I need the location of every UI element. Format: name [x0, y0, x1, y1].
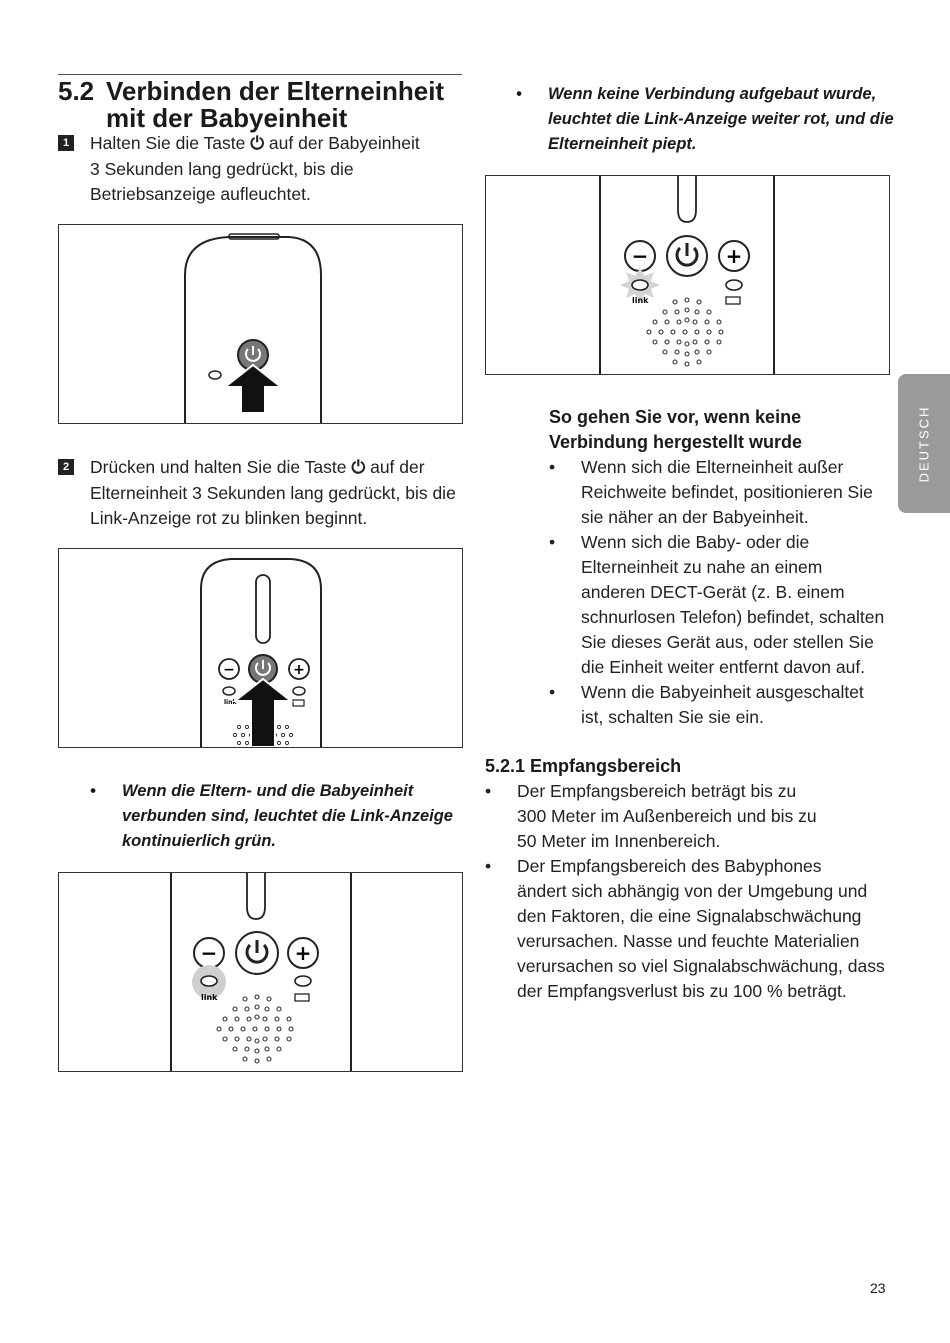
speaker-grille-icon	[217, 995, 293, 1063]
range-line: 300 Meter im Außenbereich und bis zu	[517, 806, 817, 826]
troubleshoot-line: Sie dieses Gerät aus, oder stellen Sie	[581, 632, 874, 652]
troubleshoot-line: die Einheit weiter entfernt davon auf.	[581, 657, 866, 677]
section-title-line2: mit der Babyeinheit	[106, 103, 348, 133]
troubleshoot-line: schnurlosen Telefon) befindet, schalten	[581, 607, 885, 627]
battery-icon	[726, 297, 740, 304]
section-rule	[58, 74, 462, 75]
step-1-line2: 3 Sekunden lang gedrückt, bis die	[90, 159, 354, 179]
link-led-icon	[223, 687, 235, 695]
range-line: ändert sich abhängig von der Umgebung und	[517, 881, 868, 901]
troubleshoot-line: sie näher an der Babyeinheit.	[581, 507, 809, 527]
range-line: 50 Meter im Innenbereich.	[517, 831, 721, 851]
troubleshoot-heading	[549, 405, 889, 455]
svg-text:link: link	[632, 296, 649, 305]
troubleshoot-line: anderen DECT-Gerät (z. B. einem	[581, 582, 845, 602]
battery-icon	[293, 700, 304, 706]
svg-text:+: +	[293, 662, 305, 678]
note-connected-line: kontinuierlich grün.	[122, 832, 277, 850]
note-connected-line: verbunden sind, leuchtet die Link-Anzeige	[122, 807, 453, 825]
bullet: •	[516, 85, 522, 103]
status-led-icon	[209, 371, 221, 379]
step-1-line1-post: auf der Babyeinheit	[264, 133, 420, 153]
press-arrow-icon	[225, 365, 281, 413]
section-title-line1: Verbinden der Elterneinheit	[106, 76, 445, 106]
step-1-line3: Betriebsanzeige aufleuchtet.	[90, 184, 311, 204]
figure-link-red	[485, 175, 890, 375]
language-tab	[898, 374, 950, 513]
troubleshoot-line: Elterneinheit zu nahe an einem	[581, 557, 823, 577]
power-icon: ⏻	[250, 134, 265, 154]
language-tab-label: DEUTSCH	[916, 405, 932, 482]
battery-icon	[295, 994, 309, 1001]
speaker-grille-icon	[647, 298, 723, 366]
troubleshoot-line: ist, schalten Sie sie ein.	[581, 707, 764, 727]
step-2-line1-post: auf der	[365, 457, 425, 477]
note-not-connected-line: leuchtet die Link-Anzeige weiter rot, und die	[548, 110, 894, 128]
link-led-icon	[632, 280, 648, 290]
range-line: Der Empfangsbereich des Babyphones	[517, 856, 822, 876]
troubleshoot-heading-line2: Verbindung hergestellt wurde	[549, 432, 803, 452]
svg-text:+: +	[294, 941, 312, 965]
troubleshoot-line: Wenn die Babyeinheit ausgeschaltet	[581, 682, 864, 702]
svg-text:−: −	[631, 244, 649, 268]
step-badge: 1	[58, 135, 74, 151]
range-line: der Empfangsverlust bis zu 100 % beträgt.	[517, 981, 847, 1001]
figure-baby-unit-power	[58, 224, 463, 424]
note-connected-line: Wenn die Eltern- und die Babyeinheit	[122, 782, 414, 800]
note-not-connected-line: Wenn keine Verbindung aufgebaut wurde,	[548, 85, 877, 103]
svg-text:link: link	[224, 699, 237, 706]
troubleshoot-line: Wenn sich die Elterneinheit außer	[581, 457, 844, 477]
step-2-line3: Link-Anzeige rot zu blinken beginnt.	[90, 508, 368, 528]
range-line: verursachen so viel Signalabschwächung, dass	[517, 956, 885, 976]
range-line: Der Empfangsbereich beträgt bis zu	[517, 781, 797, 801]
section-title	[58, 78, 478, 132]
svg-text:−: −	[223, 662, 235, 678]
svg-text:link: link	[201, 993, 218, 1002]
step-1-line1-pre: Halten Sie die Taste	[90, 133, 251, 153]
power-icon: ⏻	[351, 458, 366, 478]
range-line: den Faktoren, die eine Signalabschwächung	[517, 906, 862, 926]
troubleshoot-heading-line1: So gehen Sie vor, wenn keine	[549, 407, 802, 427]
figure-link-green	[58, 872, 463, 1072]
range-line: verursachen. Nasse und feuchte Materialien	[517, 931, 860, 951]
step-2	[58, 455, 468, 531]
step-1	[58, 131, 468, 207]
svg-text:+: +	[725, 244, 743, 268]
link-led-icon	[201, 976, 217, 986]
bullet: •	[90, 782, 96, 800]
step-2-line2: Elterneinheit 3 Sekunden lang gedrückt, bis die	[90, 483, 456, 503]
section-number: 5.2	[58, 76, 95, 106]
range-heading: 5.2.1 Empfangsbereich	[485, 756, 682, 776]
note-not-connected-line: Elterneinheit piept.	[548, 135, 697, 153]
svg-text:−: −	[200, 941, 218, 965]
step-2-line1-pre: Drücken und halten Sie die Taste	[90, 457, 352, 477]
troubleshoot-line: Wenn sich die Baby- oder die	[581, 532, 810, 552]
step-badge: 2	[58, 459, 74, 475]
page-number: 23	[870, 1280, 886, 1296]
troubleshoot-line: Reichweite befindet, positionieren Sie	[581, 482, 873, 502]
figure-parent-unit-power	[58, 548, 463, 748]
